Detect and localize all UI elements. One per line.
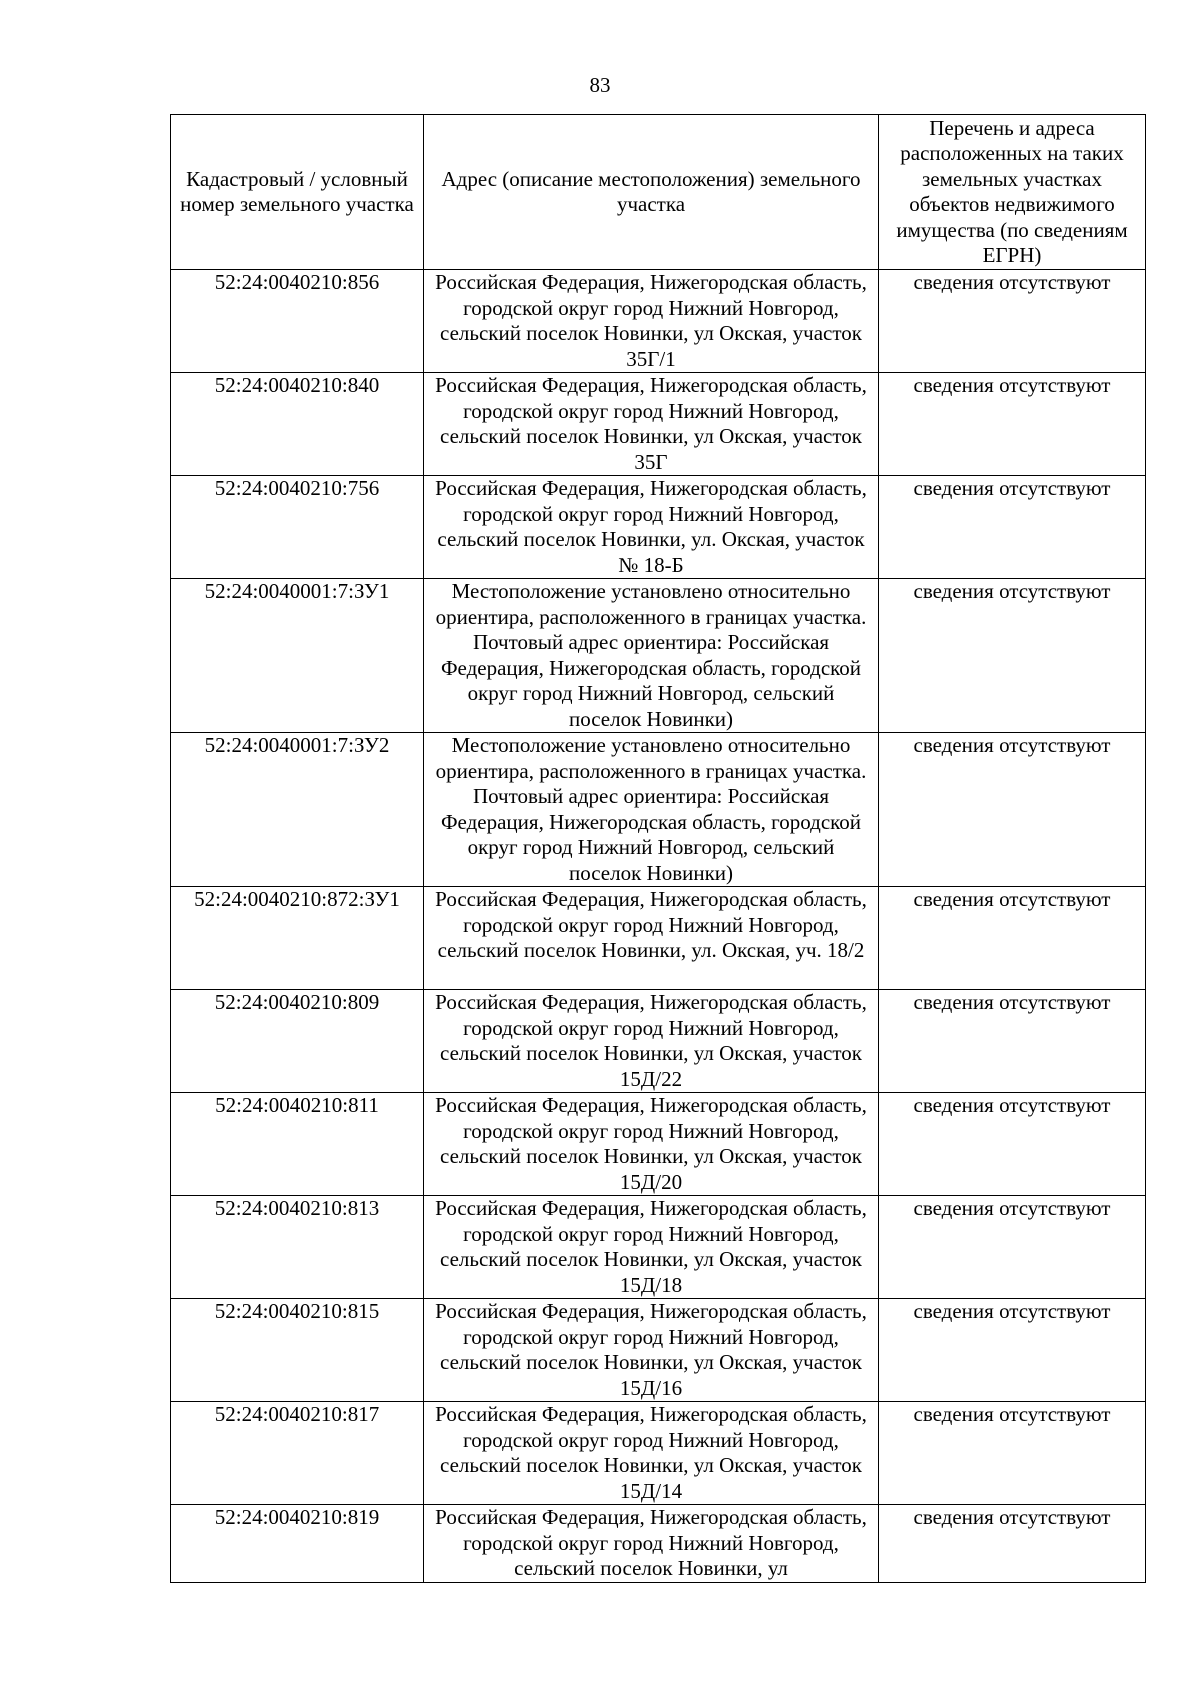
table-row <box>171 1299 1146 1402</box>
address-cell: Российская Федерация, Нижегородская область, городской округ город Нижний Новгород, сельский поселок Новинки, ул Окская, участок 15Д/18 <box>424 1196 879 1299</box>
address-cell: Российская Федерация, Нижегородская область, городской округ город Нижний Новгород, сельский поселок Новинки, ул Окская, участок 35Г/1 <box>424 270 879 373</box>
table-row <box>171 887 1146 990</box>
objects-cell: сведения отсутствуют <box>879 990 1146 1093</box>
cadastral-number-cell: 52:24:0040001:7:ЗУ1 <box>171 579 424 733</box>
objects-cell: сведения отсутствуют <box>879 373 1146 476</box>
table-row <box>171 270 1146 373</box>
header-address: Адрес (описание местоположения) земельного участка <box>424 115 879 270</box>
cadastral-number-cell: 52:24:0040210:817 <box>171 1402 424 1505</box>
objects-cell: сведения отсутствуют <box>879 733 1146 887</box>
cadastral-number-cell: 52:24:0040210:819 <box>171 1505 424 1583</box>
address-cell: Российская Федерация, Нижегородская область, городской округ город Нижний Новгород, сельский поселок Новинки, ул Окская, участок 15Д/14 <box>424 1402 879 1505</box>
table-row <box>171 579 1146 733</box>
address-cell: Российская Федерация, Нижегородская область, городской округ город Нижний Новгород, сельский поселок Новинки, ул Окская, участок 15Д/16 <box>424 1299 879 1402</box>
address-cell: Российская Федерация, Нижегородская область, городской округ город Нижний Новгород, сельский поселок Новинки, ул <box>424 1505 879 1583</box>
address-cell: Российская Федерация, Нижегородская область, городской округ город Нижний Новгород, сельский поселок Новинки, ул. Окская, уч. 18/2 <box>424 887 879 990</box>
cadastral-number-cell: 52:24:0040210:815 <box>171 1299 424 1402</box>
cadastral-number-cell: 52:24:0040210:756 <box>171 476 424 579</box>
table-row <box>171 1196 1146 1299</box>
cadastral-number-cell: 52:24:0040210:856 <box>171 270 424 373</box>
address-cell: Российская Федерация, Нижегородская область, городской округ город Нижний Новгород, сельский поселок Новинки, ул Окская, участок 15Д/22 <box>424 990 879 1093</box>
objects-cell: сведения отсутствуют <box>879 270 1146 373</box>
cadastral-number-cell: 52:24:0040210:811 <box>171 1093 424 1196</box>
address-cell: Российская Федерация, Нижегородская область, городской округ город Нижний Новгород, сельский поселок Новинки, ул. Окская, участок № 18-Б <box>424 476 879 579</box>
address-cell: Российская Федерация, Нижегородская область, городской округ город Нижний Новгород, сельский поселок Новинки, ул Окская, участок 15Д/20 <box>424 1093 879 1196</box>
objects-cell: сведения отсутствуют <box>879 579 1146 733</box>
table-header-row <box>171 115 1146 270</box>
table-row <box>171 1505 1146 1583</box>
objects-cell: сведения отсутствуют <box>879 1196 1146 1299</box>
land-plots-table <box>170 114 1146 1583</box>
cadastral-number-cell: 52:24:0040210:813 <box>171 1196 424 1299</box>
objects-cell: сведения отсутствуют <box>879 1402 1146 1505</box>
address-cell: Местоположение установлено относительно ориентира, расположенного в границах участка. Почтовый адрес ориентира: Российская Федерация, Нижегородская область, городской округ город Нижний Новгород, сельский поселок Новинки) <box>424 733 879 887</box>
objects-cell: сведения отсутствуют <box>879 1093 1146 1196</box>
cadastral-number-cell: 52:24:0040210:872:ЗУ1 <box>171 887 424 990</box>
table-row <box>171 1402 1146 1505</box>
table-row <box>171 990 1146 1093</box>
objects-cell: сведения отсутствуют <box>879 476 1146 579</box>
table-row <box>171 1093 1146 1196</box>
table-row <box>171 373 1146 476</box>
table-row <box>171 733 1146 887</box>
objects-cell: сведения отсутствуют <box>879 1505 1146 1583</box>
header-cadastral-number: Кадастровый / условный номер земельного участка <box>171 115 424 270</box>
cadastral-number-cell: 52:24:0040210:809 <box>171 990 424 1093</box>
address-cell: Российская Федерация, Нижегородская область, городской округ город Нижний Новгород, сельский поселок Новинки, ул Окская, участок 35Г <box>424 373 879 476</box>
cadastral-number-cell: 52:24:0040210:840 <box>171 373 424 476</box>
objects-cell: сведения отсутствуют <box>879 887 1146 990</box>
page-number: 83 <box>589 73 611 97</box>
cadastral-number-cell: 52:24:0040001:7:ЗУ2 <box>171 733 424 887</box>
header-objects: Перечень и адреса расположенных на таких земельных участках объектов недвижимого имущества (по сведениям ЕГРН) <box>879 115 1146 270</box>
objects-cell: сведения отсутствуют <box>879 1299 1146 1402</box>
table-row <box>171 476 1146 579</box>
address-cell: Местоположение установлено относительно ориентира, расположенного в границах участка. Почтовый адрес ориентира: Российская Федерация, Нижегородская область, городской округ город Нижний Новгород, сельский поселок Новинки) <box>424 579 879 733</box>
